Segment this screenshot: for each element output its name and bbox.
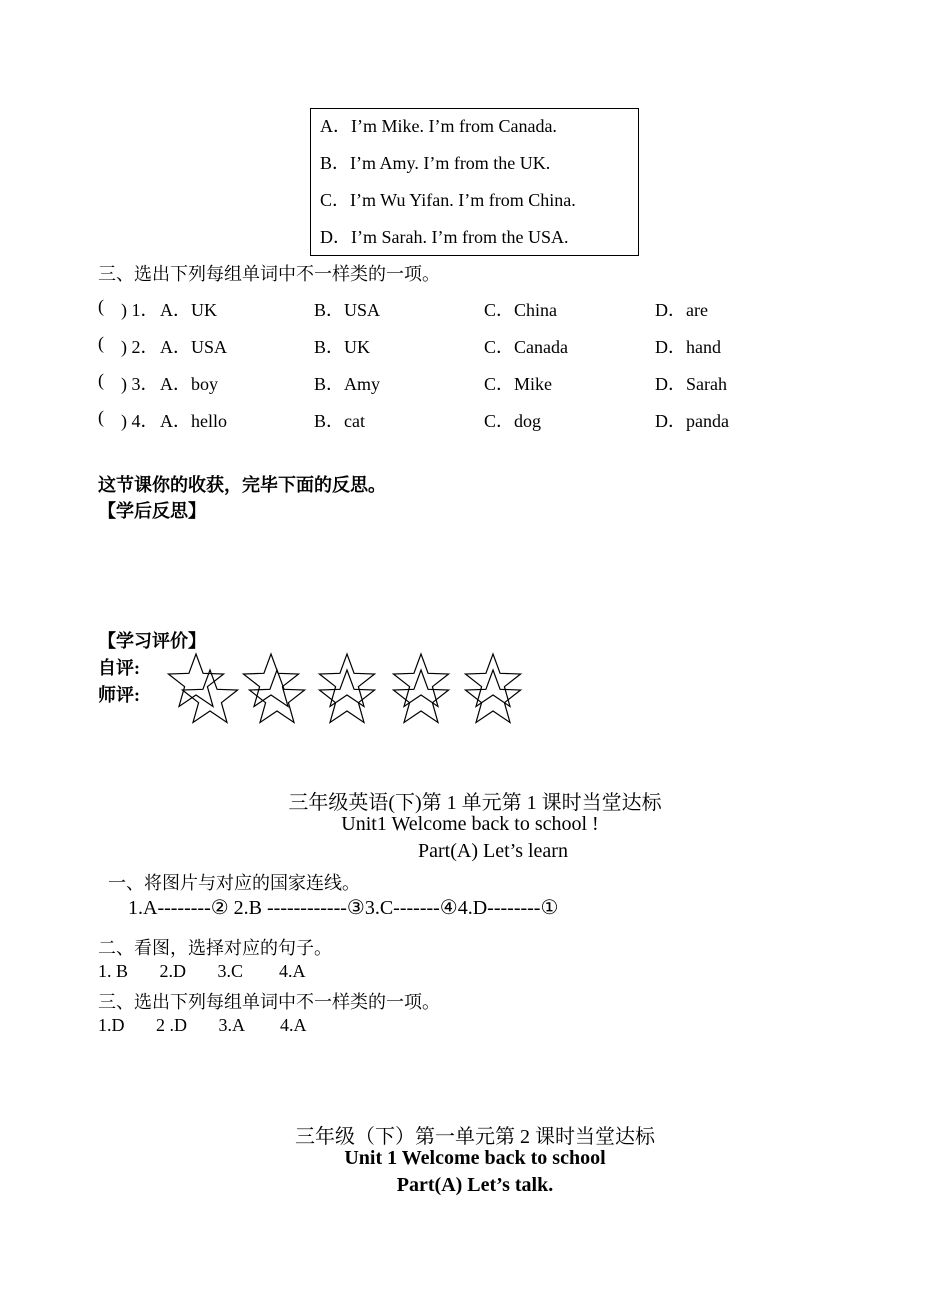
choice-d: D．panda: [655, 411, 729, 431]
choice-c: C．dog: [484, 411, 542, 431]
lesson1-s3-heading: 三、选出下列每组单词中不一样类的一项。: [98, 992, 440, 1012]
section3-heading: 三、选出下列每组单词中不一样类的一项。: [98, 264, 440, 284]
choice-a: A．hello: [160, 411, 227, 431]
self-eval-star-icon: [319, 654, 374, 707]
lesson1-s1-answers: 1.A--------② 2.B ------------③3.C-------④4.D--------①: [128, 897, 559, 919]
answer-paren: (: [98, 370, 104, 390]
choice-a: A．boy: [160, 374, 218, 394]
question-number: ) 2．: [121, 337, 159, 357]
lesson1-part: Part(A) Let’s learn: [418, 840, 568, 862]
option-b: B．I’m Amy. I’m from the UK.: [320, 153, 551, 173]
lesson2-title: 三年级（下）第一单元第 2 课时当堂达标: [295, 1126, 655, 1148]
choice-b: B．cat: [314, 411, 365, 431]
option-c: C．I’m Wu Yifan. I’m from China.: [320, 190, 576, 210]
choice-b: B．USA: [314, 300, 381, 320]
lesson1-s1-heading: 一、将图片与对应的国家连线。: [108, 873, 360, 893]
question-row: [98, 407, 858, 431]
choice-d: D．hand: [655, 337, 721, 357]
choice-a: A．UK: [160, 300, 217, 320]
teacher-eval-label: 师评:: [98, 685, 140, 705]
teacher-eval-star-icon: [393, 670, 448, 723]
question-row: [98, 370, 858, 394]
evaluation-heading: 【学习评价】: [98, 631, 206, 651]
lesson2-part: Part(A) Let’s talk.: [396, 1174, 554, 1196]
options-box: [310, 108, 639, 256]
question-number: ) 1．: [121, 300, 159, 320]
self-eval-star-icon: [168, 654, 223, 707]
answer-paren: (: [98, 296, 104, 316]
option-a: A．I’m Mike. I’m from Canada.: [320, 116, 557, 136]
answer-paren: (: [98, 333, 104, 353]
lesson2-unit: Unit 1 Welcome back to school: [344, 1147, 606, 1169]
choice-c: C．Canada: [484, 337, 568, 357]
teacher-eval-star-icon: [249, 670, 304, 723]
question-row: [98, 333, 858, 357]
question-number: ) 4．: [121, 411, 159, 431]
self-eval-star-icon: [393, 654, 448, 707]
teacher-eval-star-icon: [319, 670, 374, 723]
lesson1-title: 三年级英语(下)第 1 单元第 1 课时当堂达标: [288, 792, 662, 814]
self-eval-star-icon: [243, 654, 298, 707]
lesson1-s3-answers: 1.D 2 .D 3.A 4.A: [98, 1015, 307, 1035]
teacher-eval-star-icon: [465, 670, 520, 723]
choice-d: D．Sarah: [655, 374, 727, 394]
choice-a: A．USA: [160, 337, 228, 357]
reflection-prompt: 这节课你的收获，完毕下面的反思。: [98, 475, 386, 495]
reflection-heading: 【学后反思】: [98, 501, 206, 521]
choice-c: C．China: [484, 300, 558, 320]
option-d: D．I’m Sarah. I’m from the USA.: [320, 227, 569, 247]
choice-b: B．Amy: [314, 374, 381, 394]
lesson1-s2-heading: 二、看图，选择对应的句子。: [98, 938, 332, 958]
self-eval-star-icon: [465, 654, 520, 707]
rating-stars: [160, 655, 540, 725]
lesson1-unit: Unit1 Welcome back to school !: [341, 813, 599, 835]
choice-c: C．Mike: [484, 374, 553, 394]
lesson1-s2-answers: 1. B 2.D 3.C 4.A: [98, 961, 306, 981]
self-eval-label: 自评:: [98, 658, 140, 678]
choice-b: B．UK: [314, 337, 371, 357]
question-number: ) 3．: [121, 374, 159, 394]
choice-d: D．are: [655, 300, 708, 320]
question-row: [98, 296, 858, 320]
answer-paren: (: [98, 407, 104, 427]
